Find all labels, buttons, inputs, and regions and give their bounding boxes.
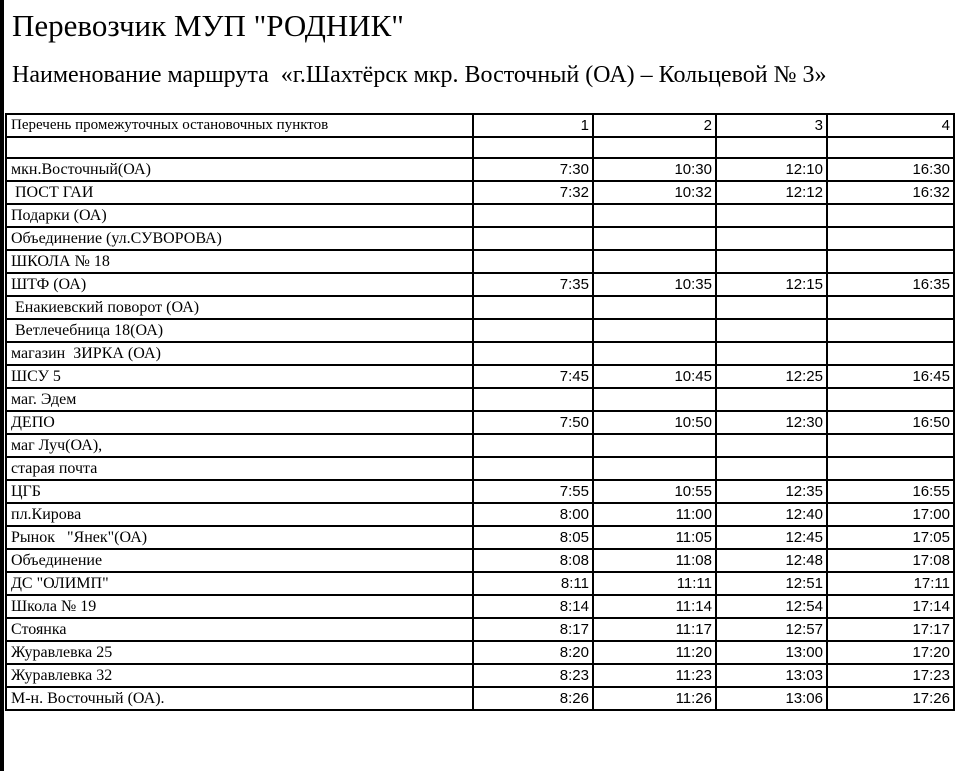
stop-name: Ветлечебница 18(ОА) xyxy=(6,319,473,342)
departure-time-3: 12:57 xyxy=(716,618,827,641)
departure-time-1: 8:00 xyxy=(473,503,593,526)
departure-time-2: 10:45 xyxy=(593,365,716,388)
departure-time-2: 11:23 xyxy=(593,664,716,687)
departure-time-2 xyxy=(593,342,716,365)
departure-time-4: 16:55 xyxy=(827,480,954,503)
departure-time-3: 12:25 xyxy=(716,365,827,388)
table-row xyxy=(6,618,954,641)
timetable-body xyxy=(6,114,954,710)
table-row xyxy=(6,181,954,204)
departure-time-2 xyxy=(593,434,716,457)
stop-name: маг. Эдем xyxy=(6,388,473,411)
left-border-rule xyxy=(0,0,4,771)
table-row xyxy=(6,687,954,710)
departure-time-3: 13:06 xyxy=(716,687,827,710)
departure-time-3: 12:15 xyxy=(716,273,827,296)
departure-time-1 xyxy=(473,388,593,411)
table-row xyxy=(6,572,954,595)
run-column-header-1: 1 xyxy=(473,114,593,137)
stop-name: ДЕПО xyxy=(6,411,473,434)
table-row xyxy=(6,227,954,250)
departure-time-1: 8:20 xyxy=(473,641,593,664)
departure-time-4: 17:20 xyxy=(827,641,954,664)
departure-time-1: 7:45 xyxy=(473,365,593,388)
table-row xyxy=(6,158,954,181)
run-column-header-3: 3 xyxy=(716,114,827,137)
departure-time-4 xyxy=(827,319,954,342)
departure-time-2 xyxy=(593,388,716,411)
table-row xyxy=(6,503,954,526)
departure-time-3: 12:45 xyxy=(716,526,827,549)
departure-time-2 xyxy=(593,137,716,158)
stop-name: Журавлевка 32 xyxy=(6,664,473,687)
table-row xyxy=(6,388,954,411)
stop-name: мкн.Восточный(ОА) xyxy=(6,158,473,181)
departure-time-1: 7:50 xyxy=(473,411,593,434)
departure-time-4: 17:17 xyxy=(827,618,954,641)
departure-time-3: 12:35 xyxy=(716,480,827,503)
table-row xyxy=(6,137,954,158)
table-row xyxy=(6,434,954,457)
table-row xyxy=(6,549,954,572)
table-row xyxy=(6,365,954,388)
table-row xyxy=(6,273,954,296)
table-row xyxy=(6,204,954,227)
carrier-title: Перевозчик МУП "РОДНИК" xyxy=(12,8,404,43)
departure-time-3: 12:51 xyxy=(716,572,827,595)
stop-name: пл.Кирова xyxy=(6,503,473,526)
departure-time-2 xyxy=(593,457,716,480)
departure-time-3 xyxy=(716,457,827,480)
departure-time-2 xyxy=(593,204,716,227)
departure-time-1 xyxy=(473,342,593,365)
departure-time-3: 12:12 xyxy=(716,181,827,204)
departure-time-3 xyxy=(716,319,827,342)
departure-time-4: 16:50 xyxy=(827,411,954,434)
departure-time-1: 7:30 xyxy=(473,158,593,181)
departure-time-3: 12:10 xyxy=(716,158,827,181)
departure-time-4: 16:32 xyxy=(827,181,954,204)
timetable xyxy=(5,113,955,711)
departure-time-4: 17:08 xyxy=(827,549,954,572)
departure-time-3 xyxy=(716,204,827,227)
table-row xyxy=(6,595,954,618)
departure-time-3 xyxy=(716,434,827,457)
table-row xyxy=(6,319,954,342)
departure-time-2 xyxy=(593,296,716,319)
stop-name: ДС "ОЛИМП" xyxy=(6,572,473,595)
departure-time-1: 8:14 xyxy=(473,595,593,618)
departure-time-4: 16:45 xyxy=(827,365,954,388)
departure-time-1: 8:11 xyxy=(473,572,593,595)
departure-time-4 xyxy=(827,250,954,273)
stop-name: магазин ЗИРКА (ОА) xyxy=(6,342,473,365)
departure-time-3: 13:00 xyxy=(716,641,827,664)
route-name: Наименование маршрута «г.Шахтёрск мкр. Восточный (ОА) – Кольцевой № 3» xyxy=(12,62,827,88)
departure-time-2: 11:17 xyxy=(593,618,716,641)
table-row xyxy=(6,250,954,273)
run-column-header-4: 4 xyxy=(827,114,954,137)
table-row xyxy=(6,457,954,480)
stop-name xyxy=(6,137,473,158)
departure-time-1 xyxy=(473,250,593,273)
departure-time-4: 17:05 xyxy=(827,526,954,549)
departure-time-3 xyxy=(716,342,827,365)
run-column-header-2: 2 xyxy=(593,114,716,137)
table-row xyxy=(6,480,954,503)
departure-time-4: 17:23 xyxy=(827,664,954,687)
departure-time-3 xyxy=(716,227,827,250)
departure-time-2: 11:14 xyxy=(593,595,716,618)
departure-time-3 xyxy=(716,388,827,411)
departure-time-3: 13:03 xyxy=(716,664,827,687)
departure-time-4: 17:14 xyxy=(827,595,954,618)
stops-column-header: Перечень промежуточных остановочных пунктов xyxy=(6,114,473,137)
departure-time-1: 8:26 xyxy=(473,687,593,710)
stop-name: ПОСТ ГАИ xyxy=(6,181,473,204)
stop-name: Школа № 19 xyxy=(6,595,473,618)
departure-time-1 xyxy=(473,227,593,250)
table-row xyxy=(6,664,954,687)
departure-time-2: 11:11 xyxy=(593,572,716,595)
departure-time-2: 11:05 xyxy=(593,526,716,549)
departure-time-1 xyxy=(473,296,593,319)
departure-time-4 xyxy=(827,388,954,411)
stop-name: маг Луч(ОА), xyxy=(6,434,473,457)
departure-time-1: 8:23 xyxy=(473,664,593,687)
departure-time-2 xyxy=(593,319,716,342)
departure-time-2 xyxy=(593,227,716,250)
stop-name: М-н. Восточный (ОА). xyxy=(6,687,473,710)
departure-time-2: 10:30 xyxy=(593,158,716,181)
departure-time-1 xyxy=(473,137,593,158)
table-header-row xyxy=(6,114,954,137)
departure-time-3: 12:30 xyxy=(716,411,827,434)
table-row xyxy=(6,641,954,664)
departure-time-2: 11:20 xyxy=(593,641,716,664)
departure-time-4 xyxy=(827,296,954,319)
stop-name: ШТФ (ОА) xyxy=(6,273,473,296)
departure-time-2: 10:35 xyxy=(593,273,716,296)
departure-time-2: 10:50 xyxy=(593,411,716,434)
departure-time-4: 17:26 xyxy=(827,687,954,710)
departure-time-3 xyxy=(716,250,827,273)
departure-time-4 xyxy=(827,342,954,365)
departure-time-2: 10:55 xyxy=(593,480,716,503)
departure-time-2 xyxy=(593,250,716,273)
departure-time-4 xyxy=(827,227,954,250)
stop-name: ШКОЛА № 18 xyxy=(6,250,473,273)
departure-time-3: 12:54 xyxy=(716,595,827,618)
departure-time-2: 11:08 xyxy=(593,549,716,572)
departure-time-1: 8:05 xyxy=(473,526,593,549)
departure-time-1 xyxy=(473,457,593,480)
stop-name: ЦГБ xyxy=(6,480,473,503)
departure-time-1: 8:17 xyxy=(473,618,593,641)
departure-time-2: 11:26 xyxy=(593,687,716,710)
departure-time-4: 16:35 xyxy=(827,273,954,296)
table-row xyxy=(6,342,954,365)
stop-name: ШСУ 5 xyxy=(6,365,473,388)
departure-time-4: 17:00 xyxy=(827,503,954,526)
departure-time-4 xyxy=(827,434,954,457)
table-row xyxy=(6,411,954,434)
departure-time-4 xyxy=(827,204,954,227)
table-row xyxy=(6,296,954,319)
departure-time-3 xyxy=(716,296,827,319)
departure-time-2: 11:00 xyxy=(593,503,716,526)
departure-time-1 xyxy=(473,319,593,342)
stop-name: Подарки (ОА) xyxy=(6,204,473,227)
departure-time-2: 10:32 xyxy=(593,181,716,204)
stop-name: Стоянка xyxy=(6,618,473,641)
table-row xyxy=(6,526,954,549)
stop-name: Енакиевский поворот (ОА) xyxy=(6,296,473,319)
stop-name: Рынок "Янек"(ОА) xyxy=(6,526,473,549)
departure-time-1 xyxy=(473,434,593,457)
departure-time-3 xyxy=(716,137,827,158)
departure-time-1 xyxy=(473,204,593,227)
stop-name: старая почта xyxy=(6,457,473,480)
departure-time-4 xyxy=(827,137,954,158)
departure-time-4 xyxy=(827,457,954,480)
departure-time-3: 12:40 xyxy=(716,503,827,526)
departure-time-4: 17:11 xyxy=(827,572,954,595)
departure-time-1: 8:08 xyxy=(473,549,593,572)
stop-name: Объединение (ул.СУВОРОВА) xyxy=(6,227,473,250)
stop-name: Объединение xyxy=(6,549,473,572)
stop-name: Журавлевка 25 xyxy=(6,641,473,664)
departure-time-1: 7:32 xyxy=(473,181,593,204)
departure-time-1: 7:55 xyxy=(473,480,593,503)
departure-time-3: 12:48 xyxy=(716,549,827,572)
departure-time-1: 7:35 xyxy=(473,273,593,296)
departure-time-4: 16:30 xyxy=(827,158,954,181)
